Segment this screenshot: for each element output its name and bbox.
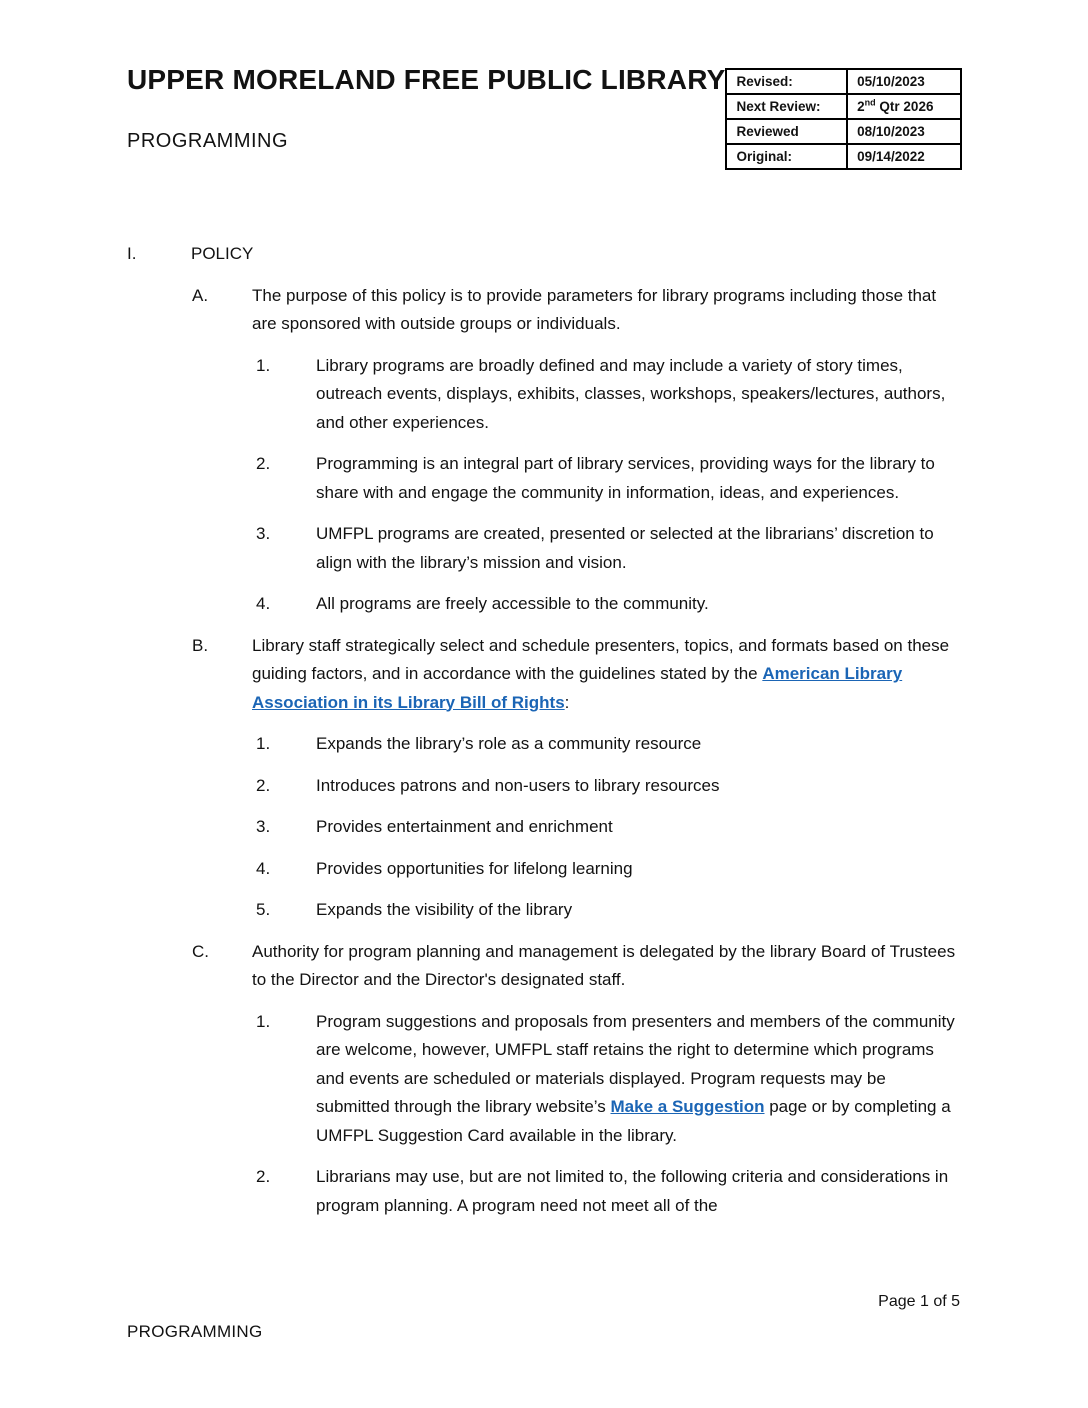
outline-item-A4: [0, 590, 960, 619]
item-text: UMFPL programs are created, presented or selected at the librarians’ discretion to align with the library’s mission and vision.: [316, 524, 934, 572]
quarter-year: Qtr 2026: [875, 98, 934, 114]
document-header: [0, 0, 1088, 170]
revision-label: Next Review:: [726, 94, 847, 119]
quarter-number: 2: [857, 98, 865, 114]
outline-item-B1: [0, 730, 960, 759]
item-text: Authority for program planning and management is delegated by the library Board of Trustees to the Director and the Director's designated staff.: [252, 941, 956, 989]
title-block: [127, 62, 725, 154]
item-marker: 1.: [256, 355, 271, 375]
make-a-suggestion-link[interactable]: Make a Suggestion: [610, 1097, 765, 1116]
item-marker: 3.: [256, 524, 271, 543]
item-text: Provides entertainment and enrichment: [316, 817, 613, 836]
revision-row-revised: [726, 69, 961, 94]
section-heading: [0, 240, 960, 269]
item-marker: 2.: [256, 454, 271, 473]
item-text: Library programs are broadly defined and may include a variety of story times, outreach events, displays, exhibits, classes, workshops, speakers/lectures, authors, and other experiences.: [316, 355, 946, 432]
item-text: Provides opportunities for lifelong learning: [316, 858, 633, 878]
item-text: Introduces patrons and non-users to library resources: [316, 775, 720, 795]
outline-item-A2: [0, 450, 960, 507]
item-marker: 2.: [256, 775, 271, 795]
revision-value: 09/14/2022: [847, 144, 961, 169]
item-text-after-link: :: [564, 692, 570, 712]
page-footer: [127, 1292, 960, 1343]
item-marker: A.: [192, 285, 209, 305]
item-marker: 3.: [256, 817, 271, 836]
revision-label: Reviewed: [726, 119, 847, 144]
item-text: Expands the visibility of the library: [316, 900, 573, 919]
item-marker: 4.: [256, 594, 271, 613]
page-title: UPPER MORELAND FREE PUBLIC LIBRARY: [127, 64, 726, 95]
section-marker: I.: [127, 244, 137, 263]
revision-value: [847, 94, 961, 119]
item-text-before-link: Library staff strategically select and schedule presenters, topics, and formats based on these guiding factors, and in accordance with the guidelines stated by the: [252, 635, 950, 683]
item-marker: C.: [192, 941, 209, 961]
revision-label: Original:: [726, 144, 847, 169]
item-text: Expands the library’s role as a community resource: [316, 734, 702, 753]
item-marker: 4.: [256, 858, 271, 878]
outline-item-B: [0, 632, 960, 718]
page-number: Page 1 of 5: [878, 1293, 960, 1310]
item-text: Programming is an integral part of library services, providing ways for the library to share with and engage the community in information, ideas, and experiences.: [316, 454, 935, 502]
item-text: All programs are freely accessible to the community.: [316, 594, 709, 613]
item-marker: 2.: [256, 1167, 271, 1186]
policy-outline: [0, 240, 960, 1220]
outline-item-A: [0, 282, 960, 339]
footer-doc-title: PROGRAMMING: [127, 1322, 263, 1341]
item-marker: 1.: [256, 1011, 271, 1031]
item-text-before-link: Program suggestions and proposals from presenters and members of the community are welcome, however, UMFPL staff retains the right to determine which programs and events are scheduled or materials displayed. Program requests may be submitted through the library website’s: [316, 1011, 955, 1116]
outline-item-B5: [0, 896, 960, 925]
doc-subtitle: PROGRAMMING: [127, 130, 289, 152]
outline-item-B3: [0, 813, 960, 842]
item-text-after-link: page or by completing a UMFPL Suggestion Card available in the library.: [316, 1097, 951, 1145]
revision-row-next-review: [726, 94, 961, 119]
item-text: [316, 1008, 960, 1151]
outline-item-B2: [0, 772, 960, 801]
outline-item-A1: [0, 352, 960, 438]
item-marker: 5.: [256, 900, 271, 919]
outline-item-C: [0, 938, 960, 995]
item-text: Librarians may use, but are not limited to, the following criteria and considerations in program planning. A program need not meet all of the: [316, 1167, 949, 1215]
outline-item-B4: [0, 855, 960, 884]
outline-item-C2: [0, 1163, 960, 1220]
revision-row-original: [726, 144, 961, 169]
ordinal-suffix: nd: [864, 97, 876, 107]
section-title: POLICY: [191, 244, 254, 263]
outline-item-C1: [0, 1008, 960, 1151]
item-text: [252, 632, 960, 718]
revision-row-reviewed: [726, 119, 961, 144]
outline-item-A3: [0, 520, 960, 577]
revision-table: [725, 68, 962, 170]
revision-label: Revised:: [726, 69, 847, 94]
revision-value: 08/10/2023: [847, 119, 961, 144]
ala-library-bill-of-rights-link[interactable]: American Library Association in its Library Bill of Rights: [252, 664, 903, 712]
revision-value: 05/10/2023: [847, 69, 961, 94]
item-text: The purpose of this policy is to provide parameters for library programs including those that are sponsored with outside groups or individuals.: [252, 285, 937, 333]
item-marker: 1.: [256, 734, 271, 753]
item-marker: B.: [192, 635, 209, 655]
